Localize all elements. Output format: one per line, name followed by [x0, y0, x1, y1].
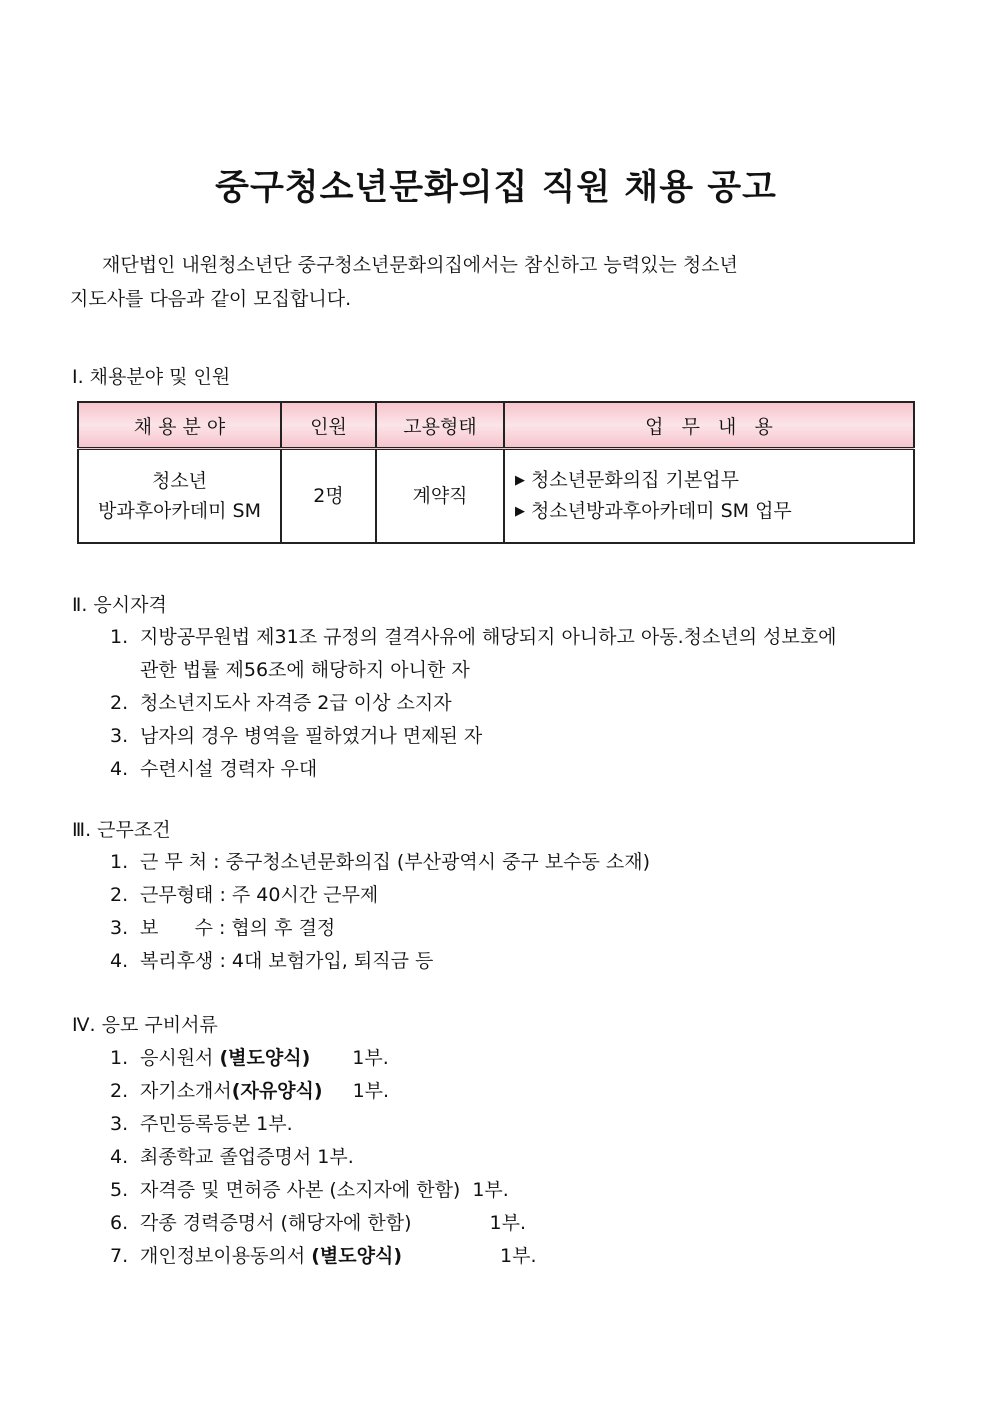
intro-line-2: 지도사를 다음과 같이 모집합니다. [70, 288, 352, 310]
duty-item: ▶ 청소년문화의집 기본업무 [515, 469, 739, 491]
header-field: 채 용 분 야 [78, 402, 281, 449]
duty-item: ▶ 청소년방과후아카데미 SM 업무 [515, 500, 792, 522]
cell-type: 계약직 [376, 449, 504, 544]
field-line-2: 방과후아카데미 SM [98, 500, 261, 522]
triangle-bullet-icon: ▶ [515, 504, 525, 519]
header-count: 인원 [281, 402, 376, 449]
section-4-heading: Ⅳ. 응모 구비서류 [72, 1014, 218, 1036]
intro-line-1: 재단법인 내원청소년단 중구청소년문화의집에서는 참신하고 능력있는 청소년 [102, 254, 738, 276]
triangle-bullet-icon: ▶ [515, 473, 525, 488]
list-item: 4. 수련시설 경력자 우대 [110, 758, 318, 780]
list-item: 1. 응시원서 (별도양식) 1부. [110, 1047, 389, 1069]
cell-count: 2명 [281, 449, 376, 544]
list-item: 5. 자격증 및 면허증 사본 (소지자에 한함) 1부. [110, 1179, 509, 1201]
header-type: 고용형태 [376, 402, 504, 449]
list-item: 2. 근무형태 : 주 40시간 근무제 [110, 884, 379, 906]
list-item: 3. 보 수 : 협의 후 결정 [110, 917, 336, 939]
list-item: 2. 자기소개서(자유양식) 1부. [110, 1080, 390, 1102]
table-row [78, 449, 914, 544]
cell-duties [504, 449, 914, 544]
section-1-heading: Ⅰ. 채용분야 및 인원 [72, 366, 231, 388]
cell-field [78, 449, 281, 544]
section-2-heading: Ⅱ. 응시자격 [72, 594, 167, 616]
recruitment-table [77, 401, 915, 544]
header-duties: 업 무 내 용 [504, 402, 914, 449]
list-item: 2. 청소년지도사 자격증 2급 이상 소지자 [110, 692, 452, 714]
list-item: 관한 법률 제56조에 해당하지 아니한 자 [140, 659, 470, 681]
list-item: 1. 근 무 처 : 중구청소년문화의집 (부산광역시 중구 보수동 소재) [110, 851, 651, 873]
section-3-heading: Ⅲ. 근무조건 [72, 819, 171, 841]
table-header-row [78, 402, 914, 449]
page-title: 중구청소년문화의집 직원 채용 공고 [215, 168, 777, 208]
list-item: 3. 남자의 경우 병역을 필하였거나 면제된 자 [110, 725, 483, 747]
field-line-1: 청소년 [151, 470, 208, 492]
list-item: 1. 지방공무원법 제31조 규정의 결격사유에 해당되지 아니하고 아동.청소년의 성보호에 [110, 626, 837, 648]
list-item: 7. 개인정보이용동의서 (별도양식) 1부. [110, 1245, 537, 1267]
list-item: 6. 각종 경력증명서 (해당자에 한함) 1부. [110, 1212, 527, 1234]
list-item: 3. 주민등록등본 1부. [110, 1113, 293, 1135]
intro-paragraph [70, 248, 922, 316]
list-item: 4. 최종학교 졸업증명서 1부. [110, 1146, 354, 1168]
list-item: 4. 복리후생 : 4대 보험가입, 퇴직금 등 [110, 950, 434, 972]
